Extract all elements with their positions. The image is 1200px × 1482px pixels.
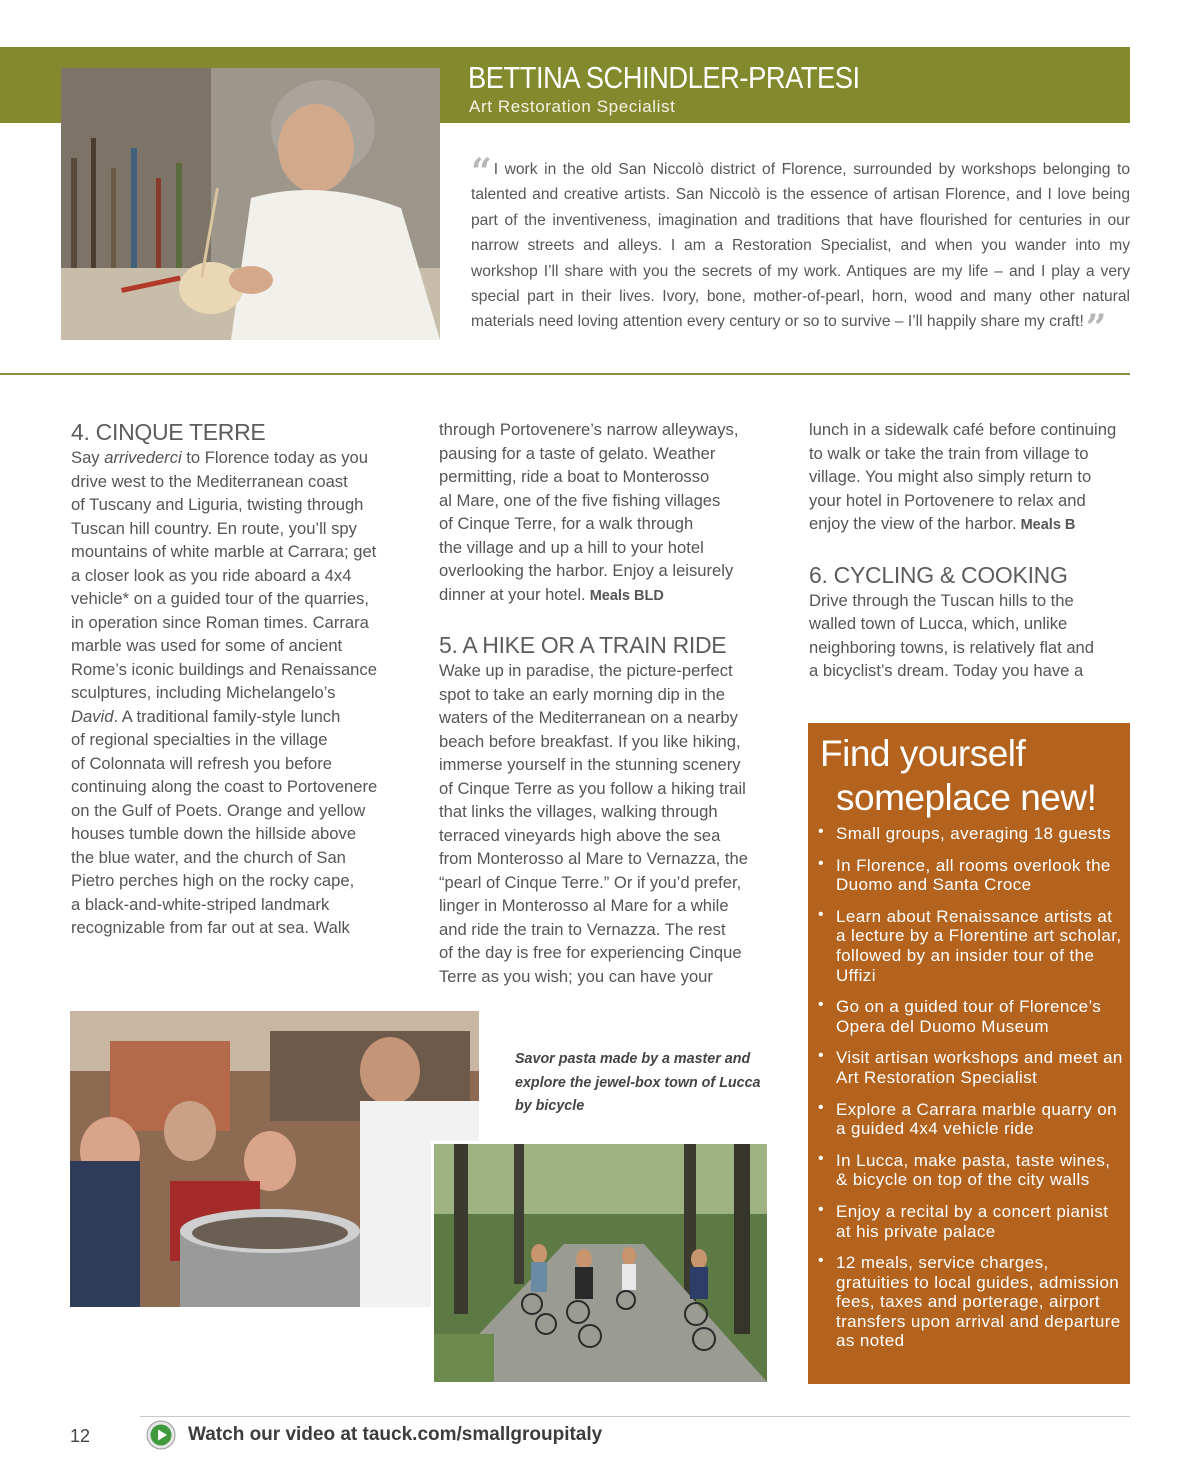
play-icon[interactable] (146, 1420, 176, 1450)
body-line: your hotel in Portovenere to relax and (809, 490, 1086, 510)
body-line: dinner at your hotel. Meals BLD (439, 584, 664, 604)
body-line: recognizable from far out at sea. Walk (71, 918, 350, 937)
video-link[interactable]: Watch our video at tauck.com/smallgroupitaly (188, 1424, 603, 1445)
bullet-icon: • (818, 1149, 825, 1167)
open-quote-icon: “ (471, 151, 492, 193)
bicycle-path-image (434, 1144, 767, 1382)
body-line: Wake up in paradise, the picture-perfect (439, 661, 733, 680)
bullet-icon: • (818, 1047, 825, 1065)
close-quote-icon: ” (1085, 307, 1107, 350)
highlight-item (818, 997, 1123, 1036)
body-line: al Mare, one of the five fishing villages (439, 490, 721, 510)
day-5-body (439, 659, 769, 988)
body-line: of the day is free for experiencing Cinque (439, 943, 742, 962)
body-line: drive west to the Mediterranean coast (71, 471, 348, 491)
highlight-item (818, 1151, 1123, 1190)
body-line: Tuscan hill country. En route, you’ll spy (71, 518, 357, 538)
highlight-text: Visit artisan workshops and meet an Art Restoration Specialist (836, 1048, 1123, 1087)
meals-label: Meals B (1016, 517, 1076, 533)
body-line: mountains of white marble at Carrara; get (71, 542, 377, 561)
body-line: a black-and-white-striped landmark (71, 894, 330, 914)
bullet-icon: • (818, 1252, 825, 1270)
day-4-body-continued (439, 418, 769, 608)
body-line: pausing for a taste of gelato. Weather (439, 443, 716, 463)
highlight-item (818, 1253, 1123, 1351)
body-line: of Cinque Terre, for a walk through (439, 514, 694, 533)
body-line: to walk or take the train from village to (809, 443, 1089, 463)
body-line: Pietro perches high on the rocky cape, (71, 871, 355, 890)
body-line: through Portovenere’s narrow alleyways, (439, 420, 739, 439)
pasta-cooking-image (70, 1011, 479, 1307)
body-line: “pearl of Cinque Terre.” Or if you’d prefer, (439, 872, 742, 892)
bullet-icon: • (818, 854, 825, 872)
body-line: beach before breakfast. If you like hiking, (439, 731, 741, 751)
body-line: the blue water, and the church of San (71, 847, 346, 867)
footer-divider (140, 1416, 1130, 1417)
highlight-item (818, 856, 1123, 895)
quote-text: I work in the old San Niccolò district of Florence, surrounded by workshops belonging to talented and creative artists. San Niccolò is the essence of artisan Florence, and I love being part of the inventiveness, imagination and traditions that have flourished for centuries in our narrow streets and alleys. I am a Restoration Specialist, and when you wander into my workshop I’ll share with you the secrets of my work. Antiques are my life – and I play a very special part in their lives. Ivory, bone, mother-of-pearl, horn, wood and many other natural materials need loving attention every century or so to survive – I’ll happily share my craft! (471, 161, 1130, 331)
day-6-body (809, 589, 1134, 683)
highlight-item (818, 1100, 1123, 1139)
body-line: terraced vineyards high above the sea (439, 825, 721, 845)
body-line: sculptures, including Michelangelo’s (71, 683, 336, 702)
day-6-heading: 6. CYCLING & COOKING (809, 561, 1068, 588)
body-line: Say arrivederci to Florence today as you (71, 448, 369, 467)
section-divider (0, 373, 1130, 375)
profile-role: Art Restoration Specialist (469, 97, 676, 116)
body-line: marble was used for some of ancient (71, 636, 343, 655)
meals-label: Meals BLD (585, 587, 664, 604)
body-line: of Colonnata will refresh you before (71, 753, 333, 773)
body-line: of regional specialties in the village (71, 730, 328, 749)
body-line: from Monterosso al Mare to Vernazza, the (439, 849, 748, 868)
highlight-text: Enjoy a recital by a concert pianist at his private palace (836, 1201, 1109, 1241)
day-4-column (71, 418, 393, 940)
bullet-icon: • (818, 823, 825, 840)
highlights-title-line-1: Find yourself (820, 733, 1026, 774)
body-line: a closer look as you ride aboard a 4x4 (71, 565, 352, 585)
body-line: David. A traditional family-style lunch (71, 706, 341, 726)
body-line: a bicyclist’s dream. Today you have a (809, 661, 1084, 680)
restorer-at-workbench-image (61, 68, 440, 340)
body-line: of Tuscany and Liguria, twisting through (71, 495, 364, 514)
body-line: immerse yourself in the stunning scenery (439, 755, 741, 774)
lucca-bicycle-photo (431, 1141, 770, 1385)
highlights-list (818, 824, 1123, 1363)
highlight-text: Small groups, averaging 18 guests (836, 824, 1111, 843)
highlight-item (818, 824, 1123, 844)
day-4-heading: 4. CINQUE TERRE (71, 419, 266, 445)
body-line: neighboring towns, is relatively flat and (809, 637, 1095, 657)
highlight-text: 12 meals, service charges, gratuities to local guides, admission fees, taxes and porterage, airport transfers upon arrival and departure as noted (836, 1253, 1121, 1351)
body-line: that links the villages, walking through (439, 802, 718, 821)
highlight-text: Learn about Renaissance artists at a lecture by a Florentine art scholar, followed by an insider tour of the Uffizi (836, 906, 1122, 985)
highlights-title-line-2: someplace new! (836, 777, 1097, 818)
body-line: the village and up a hill to your hotel (439, 537, 704, 557)
body-line: village. You might also simply return to (809, 467, 1092, 486)
highlight-text: In Florence, all rooms overlook the Duomo and Santa Croce (836, 855, 1111, 895)
profile-name: BETTINA SCHINDLER-PRATESI (468, 60, 860, 95)
highlight-item (818, 907, 1123, 985)
body-line: vehicle* on a guided tour of the quarries, (71, 589, 369, 608)
day-5-body-continued (809, 418, 1134, 538)
body-line: on the Gulf of Poets. Orange and yellow (71, 800, 366, 820)
body-line: enjoy the view of the harbor. Meals B (809, 514, 1076, 533)
body-line: walled town of Lucca, which, unlike (809, 614, 1068, 633)
bullet-icon: • (818, 1200, 825, 1218)
bullet-icon: • (818, 1098, 825, 1116)
body-line: of Cinque Terre as you follow a hiking trail (439, 778, 746, 798)
body-line: spot to take an early morning dip in the (439, 684, 725, 704)
pasta-cooking-photo (70, 1011, 479, 1307)
body-line: waters of the Mediterranean on a nearby (439, 708, 738, 727)
body-line: Terre as you wish; you can have your (439, 966, 713, 986)
highlight-item (818, 1048, 1123, 1087)
body-line: overlooking the harbor. Enjoy a leisurely (439, 561, 734, 580)
highlight-item (818, 1202, 1123, 1241)
body-line: houses tumble down the hillside above (71, 824, 357, 843)
day-4-body (71, 446, 393, 940)
body-line: Drive through the Tuscan hills to the (809, 590, 1074, 610)
body-line: and ride the train to Vernazza. The rest (439, 919, 726, 939)
highlight-text: In Lucca, make pasta, taste wines, & bicycle on top of the city walls (836, 1150, 1111, 1190)
body-line: Rome’s iconic buildings and Renaissance (71, 659, 377, 679)
body-line: in operation since Roman times. Carrara (71, 612, 369, 632)
day-5-heading: 5. A HIKE OR A TRAIN RIDE (439, 632, 727, 658)
highlight-text: Explore a Carrara marble quarry on a guided 4x4 vehicle ride (836, 1099, 1117, 1139)
highlight-text: Go on a guided tour of Florence’s Opera del Duomo Museum (836, 997, 1102, 1036)
photo-caption: Savor pasta made by a master and explore the jewel-box town of Lucca by bicycle (515, 1051, 761, 1114)
bullet-icon: • (818, 905, 825, 923)
day-5-6-column (809, 418, 1134, 683)
bullet-icon: • (818, 996, 825, 1014)
day-4-5-column (439, 418, 769, 988)
body-line: continuing along the coast to Portovenere (71, 777, 378, 796)
page-number: 12 (70, 1426, 91, 1446)
profile-photo (61, 68, 440, 340)
profile-quote (471, 151, 1130, 350)
body-line: permitting, ride a boat to Monterosso (439, 467, 710, 486)
body-line: linger in Monterosso al Mare for a while (439, 896, 729, 915)
body-line: lunch in a sidewalk café before continuing (809, 420, 1117, 439)
